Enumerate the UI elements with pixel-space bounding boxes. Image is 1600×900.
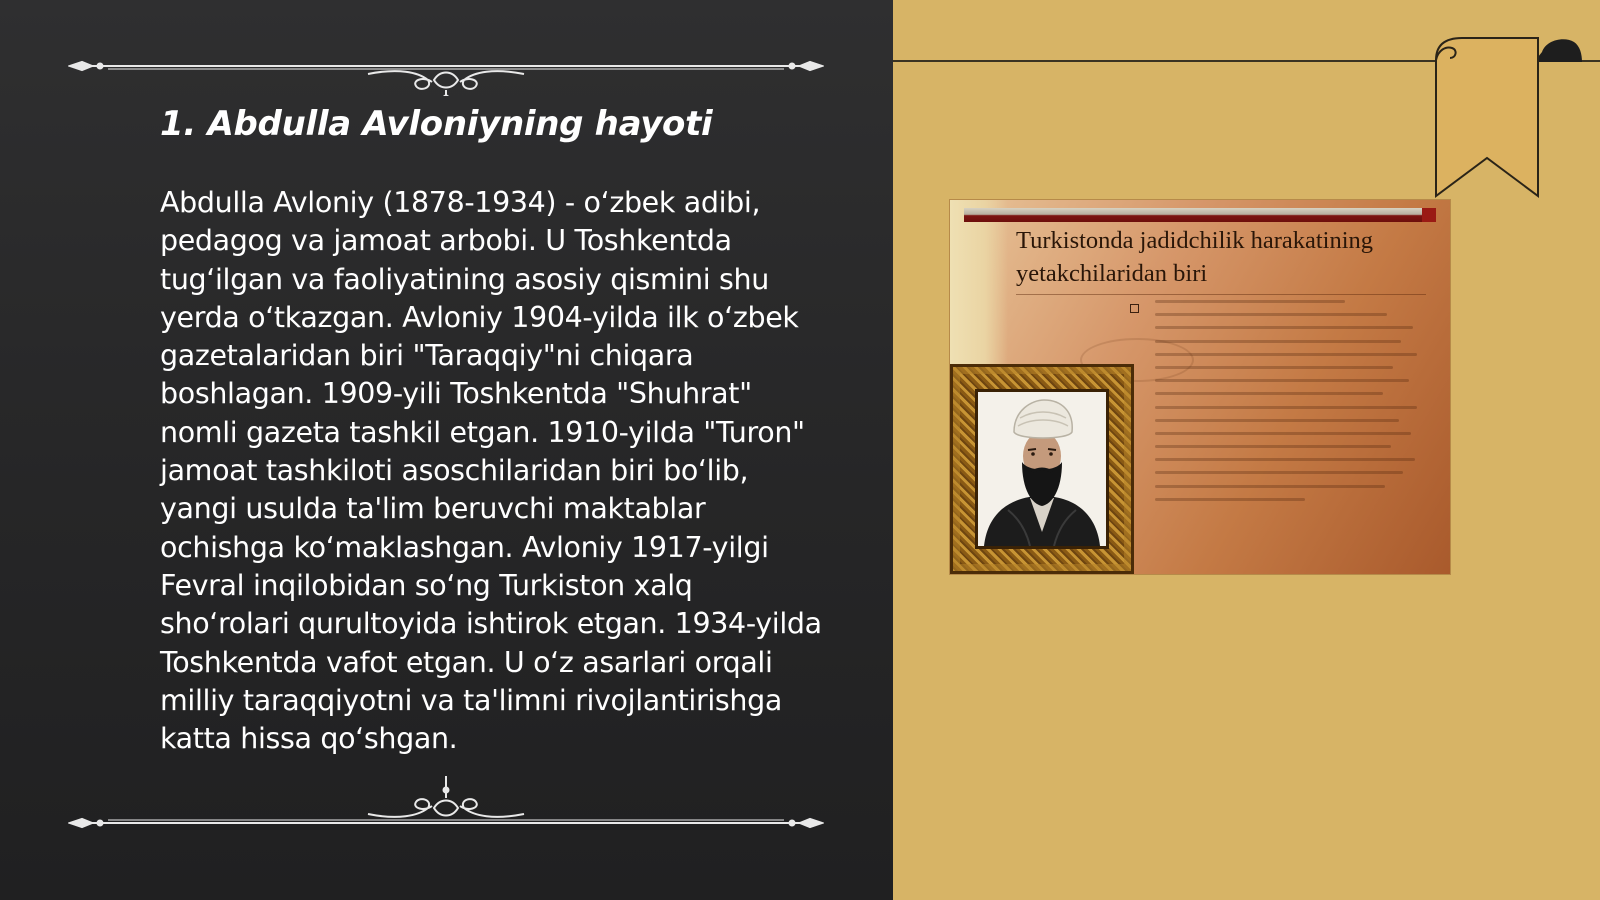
top-flourish-divider-icon: [68, 36, 824, 96]
picture-bullet-icon: [1130, 304, 1139, 313]
ribbon-bookmark-icon: [1434, 34, 1584, 204]
slide-title: 1. Abdulla Avloniyning hayoti: [160, 104, 713, 144]
portrait-illustration: [950, 200, 1450, 574]
bottom-flourish-divider-icon: [68, 770, 824, 830]
picture-caption: Turkistonda jadidchilik harakatining yetakchilaridan biri: [1016, 227, 1374, 287]
picture-divider: [1016, 294, 1426, 295]
portrait-image: [978, 392, 1106, 546]
slide-body-text: Abdulla Avloniy (1878-1934) - oʻzbek adibi, pedagog va jamoat arbobi. U Toshkentda tugʻilgan va faoliyatining asosiy qismini shu yerda oʻtkazgan. Avloniy 1904-yilda ilk oʻzbek gazetalaridan biri "Taraqqiy"ni chiqara boshlagan. 1909-yili Toshkentda "Shuhrat" nomli gazeta tashkil etgan. 1910-yilda "Turon" jamoat tashkiloti asoschilaridan biri boʻlib, yangi usulda ta'lim beruvchi maktablar ochishga koʻmaklashgan. Avloniy 1917-yilgi Fevral inqilobidan soʻng Turkiston xalq shoʻrolari qurultoyida ishtirok etgan. 1934-yilda Toshkentda vafot etgan. U oʻz asarlari orqali milliy taraqqiyotni va ta'limni rivojlantirishga katta hissa qoʻshgan.: [160, 186, 822, 756]
person-portrait-icon: [978, 392, 1106, 546]
portrait-frame-icon: [950, 364, 1134, 574]
faint-background-text: [1155, 300, 1425, 511]
picture-top-bar: [964, 208, 1436, 222]
